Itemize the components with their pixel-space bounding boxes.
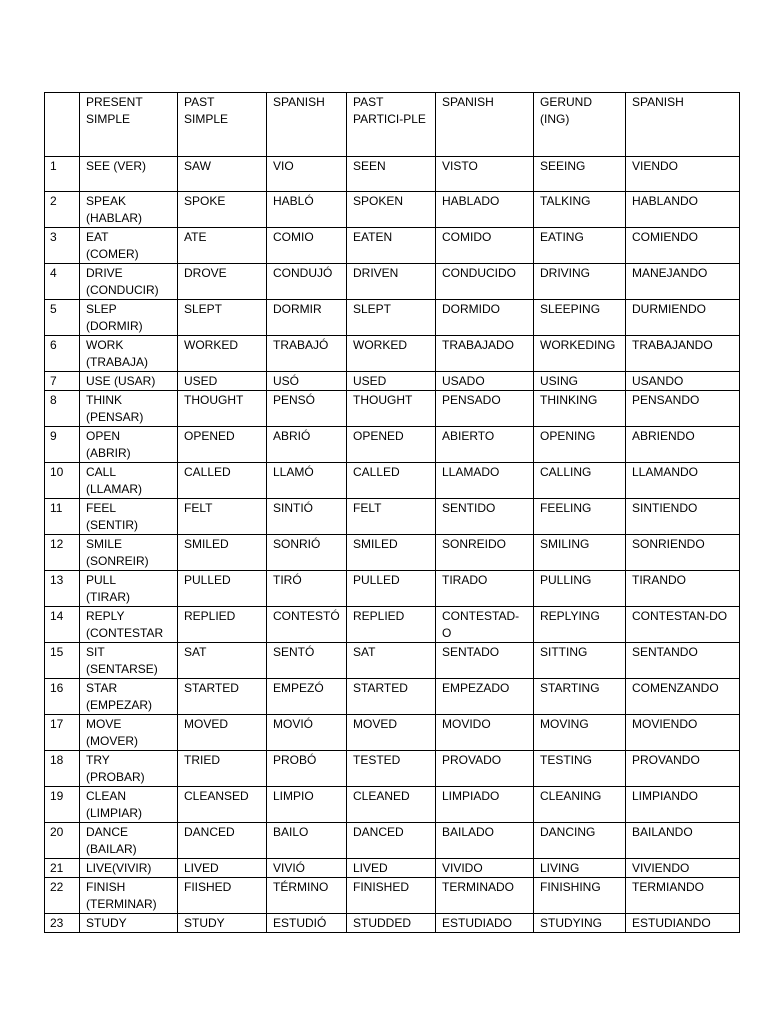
cell-past-simple: FIISHED	[178, 878, 267, 914]
table-row	[45, 391, 740, 427]
cell-past-participle: SLEPT	[347, 300, 436, 336]
cell-past-participle: DRIVEN	[347, 264, 436, 300]
cell-row-number: 17	[45, 715, 80, 751]
cell-past-simple: WORKED	[178, 336, 267, 372]
cell-past-participle-spanish: EMPEZADO	[436, 679, 534, 715]
cell-gerund: CALLING	[534, 463, 626, 499]
header-cell-gerund-spanish: SPANISH	[626, 93, 740, 157]
cell-gerund-spanish: USANDO	[626, 372, 740, 391]
cell-past-simple: MOVED	[178, 715, 267, 751]
cell-past-participle: CLEANED	[347, 787, 436, 823]
cell-present-simple: OPEN (ABRIR)	[80, 427, 178, 463]
cell-gerund-spanish: SINTIENDO	[626, 499, 740, 535]
cell-past-participle: FINISHED	[347, 878, 436, 914]
cell-present-simple: CALL (LLAMAR)	[80, 463, 178, 499]
cell-present-simple: REPLY (CONTESTAR	[80, 607, 178, 643]
cell-present-simple: TRY (PROBAR)	[80, 751, 178, 787]
cell-past-simple-spanish: PROBÓ	[267, 751, 347, 787]
table-row	[45, 535, 740, 571]
cell-gerund: EATING	[534, 228, 626, 264]
cell-gerund-spanish: PENSANDO	[626, 391, 740, 427]
cell-past-simple: SPOKE	[178, 192, 267, 228]
cell-gerund: PULLING	[534, 571, 626, 607]
cell-row-number: 14	[45, 607, 80, 643]
cell-past-simple: SAW	[178, 157, 267, 192]
header-cell-past-simple: PAST SIMPLE	[178, 93, 267, 157]
table-row	[45, 157, 740, 192]
cell-past-participle: SPOKEN	[347, 192, 436, 228]
cell-gerund: STARTING	[534, 679, 626, 715]
cell-row-number: 16	[45, 679, 80, 715]
table-row	[45, 914, 740, 933]
cell-past-participle: USED	[347, 372, 436, 391]
table-row	[45, 499, 740, 535]
cell-past-simple-spanish: CONTESTÓ	[267, 607, 347, 643]
header-cell-gerund: GERUND (ING)	[534, 93, 626, 157]
cell-past-participle-spanish: SONREIDO	[436, 535, 534, 571]
cell-past-participle: SAT	[347, 643, 436, 679]
cell-past-participle: DANCED	[347, 823, 436, 859]
cell-past-simple: CALLED	[178, 463, 267, 499]
cell-past-participle-spanish: BAILADO	[436, 823, 534, 859]
cell-present-simple: STUDY	[80, 914, 178, 933]
cell-gerund: REPLYING	[534, 607, 626, 643]
cell-past-simple-spanish: LLAMÓ	[267, 463, 347, 499]
cell-past-participle-spanish: CONDUCIDO	[436, 264, 534, 300]
cell-gerund: DANCING	[534, 823, 626, 859]
cell-gerund: SLEEPING	[534, 300, 626, 336]
cell-past-simple: STARTED	[178, 679, 267, 715]
cell-past-simple-spanish: CONDUJÓ	[267, 264, 347, 300]
cell-gerund-spanish: HABLANDO	[626, 192, 740, 228]
cell-present-simple: DRIVE (CONDUCIR)	[80, 264, 178, 300]
cell-present-simple: SPEAK (HABLAR)	[80, 192, 178, 228]
cell-gerund-spanish: ESTUDIANDO	[626, 914, 740, 933]
table-row	[45, 427, 740, 463]
cell-row-number: 11	[45, 499, 80, 535]
cell-present-simple: FEEL (SENTIR)	[80, 499, 178, 535]
cell-past-simple-spanish: TIRÓ	[267, 571, 347, 607]
cell-row-number: 22	[45, 878, 80, 914]
cell-gerund-spanish: VIVIENDO	[626, 859, 740, 878]
cell-past-simple: SLEPT	[178, 300, 267, 336]
table-row	[45, 679, 740, 715]
table-row	[45, 228, 740, 264]
table-row	[45, 300, 740, 336]
cell-present-simple: CLEAN (LIMPIAR)	[80, 787, 178, 823]
cell-present-simple: MOVE (MOVER)	[80, 715, 178, 751]
cell-past-participle-spanish: CONTESTAD-O	[436, 607, 534, 643]
header-cell-past-participle-spanish: SPANISH	[436, 93, 534, 157]
cell-past-participle-spanish: TERMINADO	[436, 878, 534, 914]
cell-past-simple-spanish: ABRIÓ	[267, 427, 347, 463]
cell-past-participle-spanish: DORMIDO	[436, 300, 534, 336]
cell-gerund: DRIVING	[534, 264, 626, 300]
cell-gerund-spanish: TIRANDO	[626, 571, 740, 607]
cell-past-participle-spanish: TIRADO	[436, 571, 534, 607]
cell-past-simple: FELT	[178, 499, 267, 535]
cell-gerund: FINISHING	[534, 878, 626, 914]
cell-gerund: MOVING	[534, 715, 626, 751]
table-header-row	[45, 93, 740, 157]
cell-row-number: 4	[45, 264, 80, 300]
cell-past-participle-spanish: LIMPIADO	[436, 787, 534, 823]
cell-past-simple-spanish: VIO	[267, 157, 347, 192]
cell-gerund-spanish: SENTANDO	[626, 643, 740, 679]
cell-gerund-spanish: LLAMANDO	[626, 463, 740, 499]
cell-row-number: 12	[45, 535, 80, 571]
cell-gerund-spanish: COMIENDO	[626, 228, 740, 264]
cell-past-participle-spanish: HABLADO	[436, 192, 534, 228]
cell-past-simple: ATE	[178, 228, 267, 264]
cell-gerund-spanish: SONRIENDO	[626, 535, 740, 571]
table-row	[45, 264, 740, 300]
cell-past-participle: CALLED	[347, 463, 436, 499]
cell-present-simple: SIT (SENTARSE)	[80, 643, 178, 679]
cell-past-simple: STUDY	[178, 914, 267, 933]
cell-past-simple-spanish: TÉRMINO	[267, 878, 347, 914]
cell-row-number: 2	[45, 192, 80, 228]
cell-gerund: CLEANING	[534, 787, 626, 823]
cell-past-simple: SMILED	[178, 535, 267, 571]
cell-past-simple-spanish: LIMPIO	[267, 787, 347, 823]
cell-past-participle: LIVED	[347, 859, 436, 878]
cell-row-number: 19	[45, 787, 80, 823]
cell-present-simple: SMILE (SONREIR)	[80, 535, 178, 571]
table-row	[45, 463, 740, 499]
cell-gerund-spanish: CONTESTAN-DO	[626, 607, 740, 643]
cell-past-participle-spanish: SENTIDO	[436, 499, 534, 535]
cell-gerund: USING	[534, 372, 626, 391]
cell-past-participle: REPLIED	[347, 607, 436, 643]
table-row	[45, 336, 740, 372]
cell-past-participle-spanish: VIVIDO	[436, 859, 534, 878]
cell-row-number: 7	[45, 372, 80, 391]
cell-past-participle: STARTED	[347, 679, 436, 715]
cell-gerund-spanish: BAILANDO	[626, 823, 740, 859]
cell-past-simple-spanish: HABLÓ	[267, 192, 347, 228]
cell-gerund-spanish: LIMPIANDO	[626, 787, 740, 823]
cell-row-number: 20	[45, 823, 80, 859]
verb-conjugation-table	[44, 92, 740, 933]
table-row	[45, 372, 740, 391]
cell-past-simple: PULLED	[178, 571, 267, 607]
cell-past-simple: THOUGHT	[178, 391, 267, 427]
cell-past-simple-spanish: SONRIÓ	[267, 535, 347, 571]
cell-past-participle: THOUGHT	[347, 391, 436, 427]
cell-row-number: 3	[45, 228, 80, 264]
cell-past-simple-spanish: BAILO	[267, 823, 347, 859]
cell-gerund: SEEING	[534, 157, 626, 192]
cell-past-simple: SAT	[178, 643, 267, 679]
cell-past-participle-spanish: COMIDO	[436, 228, 534, 264]
table-row	[45, 823, 740, 859]
table-row	[45, 751, 740, 787]
table-row	[45, 715, 740, 751]
cell-gerund: TESTING	[534, 751, 626, 787]
cell-present-simple: FINISH (TERMINAR)	[80, 878, 178, 914]
cell-past-participle-spanish: PROVADO	[436, 751, 534, 787]
cell-row-number: 9	[45, 427, 80, 463]
cell-past-participle: STUDDED	[347, 914, 436, 933]
table-row	[45, 787, 740, 823]
cell-past-participle-spanish: LLAMADO	[436, 463, 534, 499]
cell-row-number: 5	[45, 300, 80, 336]
cell-row-number: 15	[45, 643, 80, 679]
cell-past-simple-spanish: PENSÓ	[267, 391, 347, 427]
cell-past-participle: PULLED	[347, 571, 436, 607]
header-cell-present-simple: PRESENT SIMPLE	[80, 93, 178, 157]
cell-present-simple: SEE (VER)	[80, 157, 178, 192]
header-cell-past-participle: PAST PARTICI-PLE	[347, 93, 436, 157]
cell-past-simple: DANCED	[178, 823, 267, 859]
cell-past-participle: FELT	[347, 499, 436, 535]
cell-present-simple: STAR (EMPEZAR)	[80, 679, 178, 715]
cell-gerund-spanish: VIENDO	[626, 157, 740, 192]
cell-past-participle: EATEN	[347, 228, 436, 264]
cell-row-number: 1	[45, 157, 80, 192]
cell-row-number: 6	[45, 336, 80, 372]
cell-past-participle-spanish: TRABAJADO	[436, 336, 534, 372]
cell-present-simple: LIVE(VIVIR)	[80, 859, 178, 878]
table-row	[45, 571, 740, 607]
cell-past-simple: LIVED	[178, 859, 267, 878]
cell-gerund-spanish: MOVIENDO	[626, 715, 740, 751]
cell-gerund-spanish: DURMIENDO	[626, 300, 740, 336]
cell-past-simple: CLEANSED	[178, 787, 267, 823]
cell-gerund: STUDYING	[534, 914, 626, 933]
cell-gerund: OPENING	[534, 427, 626, 463]
cell-past-participle-spanish: SENTADO	[436, 643, 534, 679]
cell-past-participle-spanish: USADO	[436, 372, 534, 391]
cell-gerund-spanish: COMENZANDO	[626, 679, 740, 715]
table-row	[45, 607, 740, 643]
cell-past-participle: OPENED	[347, 427, 436, 463]
cell-gerund: THINKING	[534, 391, 626, 427]
cell-gerund: TALKING	[534, 192, 626, 228]
table-row	[45, 878, 740, 914]
cell-gerund-spanish: TRABAJANDO	[626, 336, 740, 372]
cell-past-simple-spanish: SENTÓ	[267, 643, 347, 679]
cell-past-participle-spanish: ESTUDIADO	[436, 914, 534, 933]
cell-past-participle-spanish: VISTO	[436, 157, 534, 192]
cell-gerund-spanish: ABRIENDO	[626, 427, 740, 463]
cell-past-participle: TESTED	[347, 751, 436, 787]
cell-present-simple: PULL (TIRAR)	[80, 571, 178, 607]
cell-present-simple: WORK (TRABAJA)	[80, 336, 178, 372]
cell-gerund: SMILING	[534, 535, 626, 571]
table-row	[45, 643, 740, 679]
cell-present-simple: USE (USAR)	[80, 372, 178, 391]
cell-past-simple-spanish: MOVIÓ	[267, 715, 347, 751]
cell-past-participle-spanish: PENSADO	[436, 391, 534, 427]
cell-past-simple: TRIED	[178, 751, 267, 787]
cell-present-simple: EAT (COMER)	[80, 228, 178, 264]
cell-past-participle-spanish: ABIERTO	[436, 427, 534, 463]
table-row	[45, 192, 740, 228]
cell-past-simple-spanish: ESTUDIÓ	[267, 914, 347, 933]
cell-past-participle-spanish: MOVIDO	[436, 715, 534, 751]
cell-gerund: LIVING	[534, 859, 626, 878]
cell-row-number: 8	[45, 391, 80, 427]
cell-past-simple: OPENED	[178, 427, 267, 463]
header-cell-past-simple-spanish: SPANISH	[267, 93, 347, 157]
cell-present-simple: DANCE (BAILAR)	[80, 823, 178, 859]
cell-row-number: 13	[45, 571, 80, 607]
cell-gerund: WORKEDING	[534, 336, 626, 372]
cell-past-simple-spanish: EMPEZÓ	[267, 679, 347, 715]
cell-row-number: 23	[45, 914, 80, 933]
cell-gerund-spanish: TERMIANDO	[626, 878, 740, 914]
table-row	[45, 859, 740, 878]
cell-past-simple-spanish: COMIO	[267, 228, 347, 264]
cell-row-number: 21	[45, 859, 80, 878]
cell-past-participle: SMILED	[347, 535, 436, 571]
cell-past-simple: USED	[178, 372, 267, 391]
cell-past-participle: SEEN	[347, 157, 436, 192]
cell-present-simple: THINK (PENSAR)	[80, 391, 178, 427]
table-body	[45, 93, 740, 933]
cell-past-simple-spanish: TRABAJÓ	[267, 336, 347, 372]
cell-past-simple-spanish: USÓ	[267, 372, 347, 391]
cell-past-simple: DROVE	[178, 264, 267, 300]
cell-present-simple: SLEP (DORMIR)	[80, 300, 178, 336]
cell-row-number: 10	[45, 463, 80, 499]
cell-past-simple-spanish: VIVIÓ	[267, 859, 347, 878]
cell-past-simple: REPLIED	[178, 607, 267, 643]
cell-row-number: 18	[45, 751, 80, 787]
cell-past-simple-spanish: DORMIR	[267, 300, 347, 336]
cell-past-participle: WORKED	[347, 336, 436, 372]
cell-gerund-spanish: PROVANDO	[626, 751, 740, 787]
cell-gerund-spanish: MANEJANDO	[626, 264, 740, 300]
cell-past-participle: MOVED	[347, 715, 436, 751]
cell-past-simple-spanish: SINTIÓ	[267, 499, 347, 535]
header-cell-row-number	[45, 93, 80, 157]
cell-gerund: SITTING	[534, 643, 626, 679]
cell-gerund: FEELING	[534, 499, 626, 535]
